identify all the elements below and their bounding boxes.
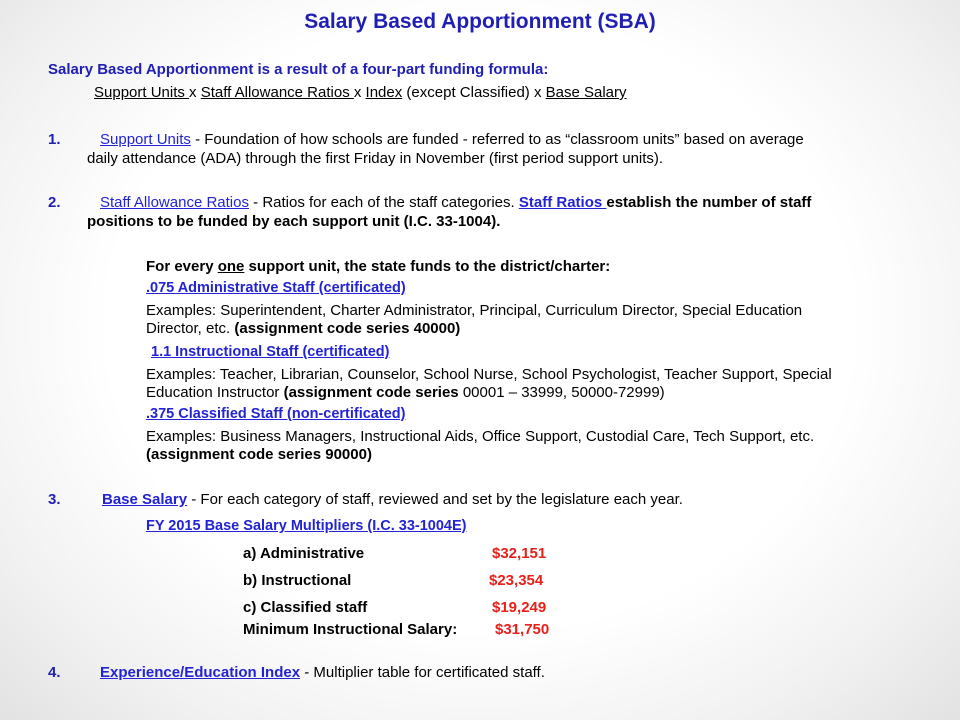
item4-number: 4. [48,664,61,681]
item2-bold-text2: positions to be funded by each support unit (I.C. 33-1004). [87,213,501,230]
formula-times-1: x [189,84,197,101]
item3-line1 [102,491,683,508]
row-instructional-value: $23,354 [489,572,544,589]
item4-text: - Multiplier table for certificated staff. [304,664,545,681]
instructional-examples-2-post: 00001 – 33999, 50000-72999) [462,384,665,401]
item1-number: 1. [48,131,61,148]
staff-ratios-link[interactable]: Staff Ratios [518,194,607,211]
base-salary-multipliers-link[interactable]: FY 2015 Base Salary Multipliers (I.C. 33-1004E) [146,518,467,534]
row-instructional-label: b) Instructional [243,572,352,589]
classified-examples-1: Examples: Business Managers, Instructional Aids, Office Support, Custodial Care, Tech Support, etc. [146,428,815,445]
sub-intro-post: support unit, the state funds to the district/charter: [244,258,611,275]
formula [94,84,627,101]
min-instructional-label: Minimum Instructional Salary: [243,621,458,638]
formula-times-2: x [353,84,362,101]
classified-staff-link[interactable]: .375 Classified Staff (non-certificated) [146,406,406,422]
staff-allowance-ratios-link[interactable]: Staff Allowance Ratios [100,194,249,211]
item1-line1 [100,131,804,148]
instructional-examples-2-pre: Education Instructor [146,384,284,401]
item2-bold-text: establish the number of staff [606,194,812,211]
experience-education-index-link[interactable]: Experience/Education Index [100,664,301,681]
item4-line1 [100,664,545,681]
sub-intro [146,258,610,275]
row-classified-label: c) Classified staff [243,599,368,616]
support-units-link[interactable]: Support Units [100,131,191,148]
administrative-staff-link[interactable]: .075 Administrative Staff (certificated) [146,280,406,296]
admin-examples-2-bold: (assignment code series 40000) [234,320,461,337]
row-administrative-label: a) Administrative [243,545,365,562]
item1-text: - Foundation of how schools are funded - referred to as “classroom units” based on average [195,131,804,148]
admin-examples-2 [146,320,460,337]
admin-examples-1: Examples: Superintendent, Charter Administrator, Principal, Curriculum Director, Special Education [146,302,803,319]
row-classified-value: $19,249 [492,599,547,616]
item2-number: 2. [48,194,61,211]
formula-support-units: Support Units [94,84,190,101]
instructional-examples-2 [146,384,665,401]
item3-text: - For each category of staff, reviewed and set by the legislature each year. [191,491,683,508]
formula-index: Index [365,84,403,101]
instructional-examples-2-bold: (assignment code series [283,384,463,401]
row-administrative-value: $32,151 [492,545,547,562]
instructional-staff-link[interactable]: 1.1 Instructional Staff (certificated) [151,344,390,360]
item3-number: 3. [48,491,61,508]
min-instructional-value: $31,750 [495,621,550,638]
formula-staff-allowance: Staff Allowance Ratios [200,84,354,101]
classified-examples-2: (assignment code series 90000) [146,446,372,463]
base-salary-link[interactable]: Base Salary [102,491,188,508]
page-title: Salary Based Apportionment (SBA) [304,10,656,33]
item2-text: - Ratios for each of the staff categories. [253,194,515,211]
item2-line1 [100,194,811,211]
admin-examples-2-pre: Director, etc. [146,320,235,337]
sub-intro-pre: For every [146,258,218,275]
sub-intro-one: one [217,258,245,275]
item1-text2: daily attendance (ADA) through the first Friday in November (first period support units). [87,150,664,167]
formula-base-salary: Base Salary [545,84,627,101]
formula-note: (except Classified) x [406,84,542,101]
intro-text: Salary Based Apportionment is a result of a four-part funding formula: [48,61,549,78]
instructional-examples-1: Examples: Teacher, Librarian, Counselor, School Nurse, School Psychologist, Teacher Support, Special [146,366,832,383]
